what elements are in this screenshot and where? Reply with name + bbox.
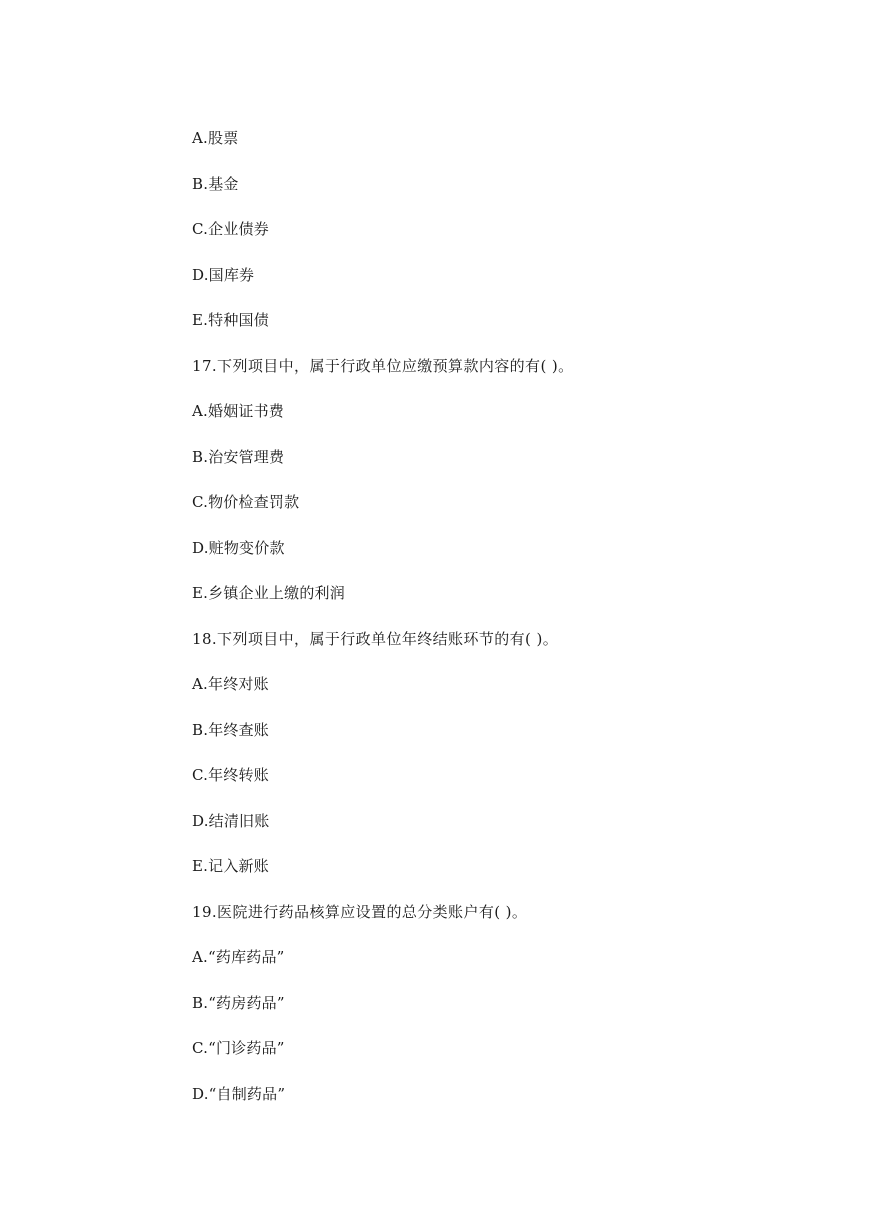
q19-option-b: B.“药房药品” (192, 994, 285, 1012)
q18-option-d: D.结清旧账 (192, 812, 270, 830)
q16-option-e: E.特种国债 (192, 311, 269, 329)
q17-question: 17.下列项目中，属于行政单位应缴预算款内容的有( )。 (192, 357, 574, 375)
q19-option-c: C.“门诊药品” (192, 1039, 285, 1057)
q17-option-c: C.物价检查罚款 (192, 493, 300, 511)
q16-option-d: D.国库券 (192, 266, 255, 284)
q19-question: 19.医院进行药品核算应设置的总分类账户有( )。 (192, 903, 528, 921)
q16-option-c: C.企业债券 (192, 220, 269, 238)
q18-question: 18.下列项目中，属于行政单位年终结账环节的有( )。 (192, 630, 559, 648)
q18-option-e: E.记入新账 (192, 857, 269, 875)
q19-option-d: D.“自制药品” (192, 1085, 286, 1103)
q16-option-b: B.基金 (192, 175, 239, 193)
q17-option-b: B.治安管理费 (192, 448, 285, 466)
q17-option-d: D.赃物变价款 (192, 539, 285, 557)
q16-option-a: A.股票 (192, 129, 239, 147)
q18-option-a: A.年终对账 (192, 675, 269, 693)
q19-option-a: A.“药库药品” (192, 948, 285, 966)
q17-option-e: E.乡镇企业上缴的利润 (192, 584, 345, 602)
q17-option-a: A.婚姻证书费 (192, 402, 285, 420)
q18-option-c: C.年终转账 (192, 766, 269, 784)
q18-option-b: B.年终查账 (192, 721, 269, 739)
